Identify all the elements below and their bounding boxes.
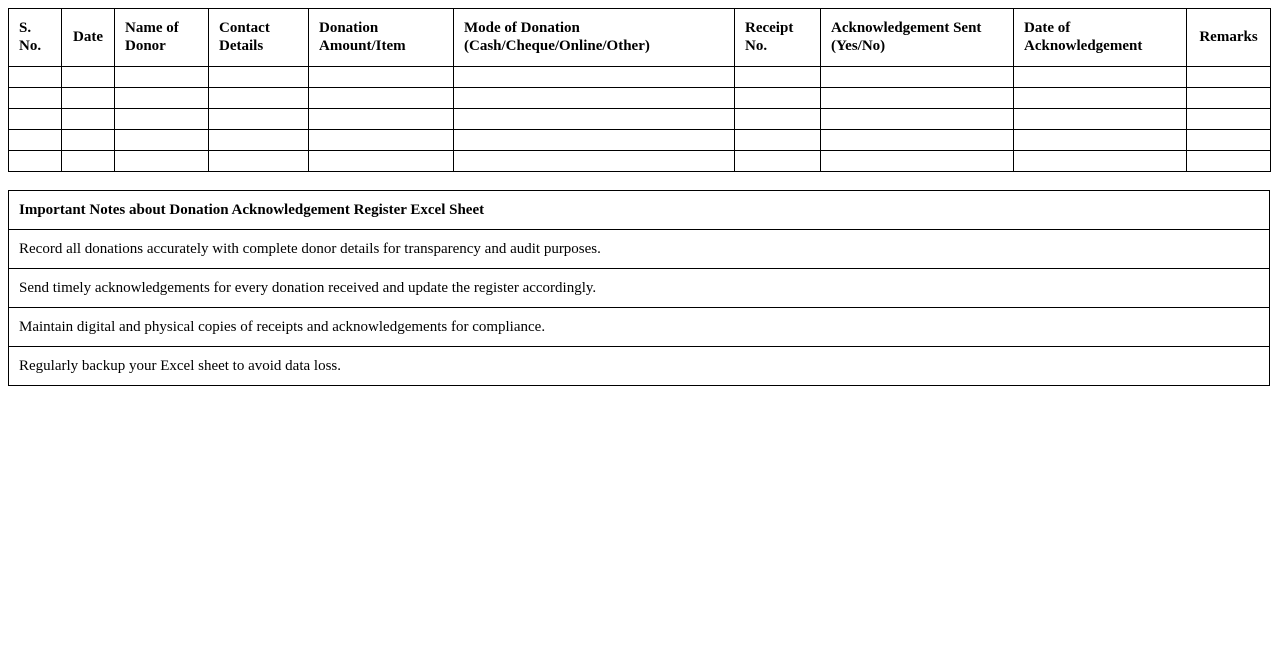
table-cell[interactable] [115,151,209,172]
table-cell[interactable] [821,88,1014,109]
table-cell[interactable] [9,109,62,130]
table-cell[interactable] [209,67,309,88]
table-cell[interactable] [735,109,821,130]
column-header-remarks: Remarks [1187,9,1271,67]
table-cell[interactable] [454,130,735,151]
table-cell[interactable] [309,151,454,172]
table-cell[interactable] [62,67,115,88]
table-cell[interactable] [735,151,821,172]
table-cell[interactable] [821,109,1014,130]
table-cell[interactable] [309,67,454,88]
note-row [9,230,1270,269]
column-header-acknowledgement-sent: Acknowledgement Sent (Yes/No) [821,9,1014,67]
table-row [9,151,1271,172]
table-cell[interactable] [309,88,454,109]
note-row [9,347,1270,386]
table-row [9,130,1271,151]
table-cell[interactable] [309,130,454,151]
column-header-receipt-no: Receipt No. [735,9,821,67]
table-cell[interactable] [735,67,821,88]
table-cell[interactable] [1187,151,1271,172]
note-item: Record all donations accurately with complete donor details for transparency and audit purposes. [9,230,1270,269]
table-cell[interactable] [1014,109,1187,130]
table-cell[interactable] [115,130,209,151]
table-cell[interactable] [9,151,62,172]
table-cell[interactable] [821,130,1014,151]
table-cell[interactable] [1187,109,1271,130]
table-cell[interactable] [454,88,735,109]
table-cell[interactable] [1187,130,1271,151]
table-cell[interactable] [309,109,454,130]
table-row [9,88,1271,109]
table-cell[interactable] [454,67,735,88]
register-body [9,67,1271,172]
column-header-contact-details: Contact Details [209,9,309,67]
table-cell[interactable] [62,109,115,130]
notes-title: Important Notes about Donation Acknowledgement Register Excel Sheet [9,191,1270,230]
note-item: Send timely acknowledgements for every donation received and update the register accordingly. [9,269,1270,308]
column-header-date: Date [62,9,115,67]
column-header-donation-amount: Donation Amount/Item [309,9,454,67]
table-cell[interactable] [1014,151,1187,172]
table-cell[interactable] [62,130,115,151]
table-cell[interactable] [115,67,209,88]
notes-body [9,191,1270,386]
note-item: Maintain digital and physical copies of receipts and acknowledgements for compliance. [9,308,1270,347]
table-cell[interactable] [209,88,309,109]
table-cell[interactable] [1014,67,1187,88]
column-header-date-of-acknowledgement: Date of Acknowledgement [1014,9,1187,67]
table-header-row [9,9,1271,67]
table-cell[interactable] [9,130,62,151]
important-notes-table [8,190,1270,386]
table-cell[interactable] [1014,130,1187,151]
table-cell[interactable] [821,67,1014,88]
table-row [9,109,1271,130]
table-cell[interactable] [115,88,209,109]
column-header-donor-name: Name of Donor [115,9,209,67]
table-cell[interactable] [62,151,115,172]
table-cell[interactable] [209,151,309,172]
table-cell[interactable] [735,130,821,151]
table-cell[interactable] [9,88,62,109]
table-cell[interactable] [454,151,735,172]
note-item: Regularly backup your Excel sheet to avoid data loss. [9,347,1270,386]
table-cell[interactable] [62,88,115,109]
table-cell[interactable] [454,109,735,130]
column-header-serial-no: S. No. [9,9,62,67]
donation-register-table [8,8,1271,172]
column-header-mode-of-donation: Mode of Donation (Cash/Cheque/Online/Other) [454,9,735,67]
table-cell[interactable] [821,151,1014,172]
table-cell[interactable] [1187,67,1271,88]
note-row [9,269,1270,308]
note-row [9,308,1270,347]
table-cell[interactable] [115,109,209,130]
table-cell[interactable] [209,109,309,130]
table-cell[interactable] [1014,88,1187,109]
table-cell[interactable] [209,130,309,151]
table-cell[interactable] [735,88,821,109]
table-cell[interactable] [9,67,62,88]
table-row [9,67,1271,88]
notes-title-row [9,191,1270,230]
table-cell[interactable] [1187,88,1271,109]
